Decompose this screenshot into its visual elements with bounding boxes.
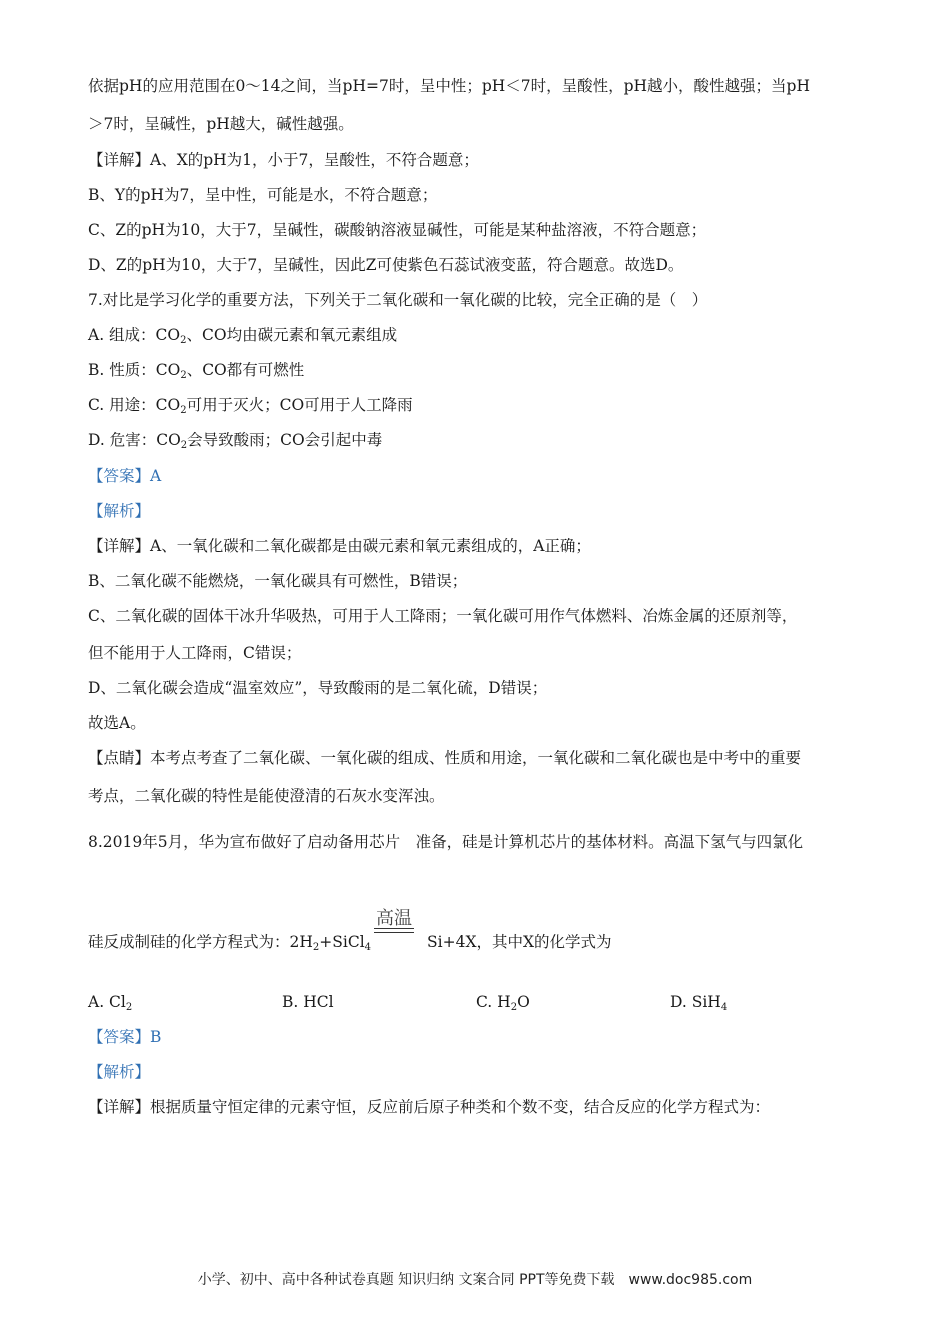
reaction-condition: 高温 — [376, 908, 412, 929]
question-7: 7.对比是学习化学的重要方法，下列关于二氧化碳和一氧化碳的比较，完全正确的是（ ） — [88, 291, 708, 309]
option-7d: D. 危害：$CO_2$会导致酸雨；CO会引起中毒 — [88, 431, 383, 451]
text-line: B、Y的pH为7，呈中性，可能是水，不符合题意； — [88, 186, 438, 204]
text-line: 但不能用于人工降雨，C错误； — [88, 644, 302, 662]
answer-7: 【答案】A — [88, 467, 162, 485]
text-line: C、二氧化碳的固体干冰升华吸热，可用于人工降雨；一氧化碳可用作气体燃料、冶炼金属的还原剂等， — [88, 607, 798, 625]
answer-8: 【答案】B — [88, 1028, 162, 1046]
text-line: C、Z的pH为10，大于7，呈碱性，碳酸钠溶液显碱性，可能是某种盐溶液，不符合题意； — [88, 221, 707, 239]
analysis-label-7: 【解析】 — [88, 502, 151, 520]
option-8d: D. SiH$_4$ — [670, 993, 728, 1013]
text-line: 【详解】根据质量守恒定律的元素守恒，反应前后原子种类和个数不变，结合反应的化学方程式为： — [88, 1098, 771, 1116]
option-7b: B. 性质：$CO_2$、CO都有可燃性 — [88, 361, 305, 381]
analysis-label-8: 【解析】 — [88, 1063, 151, 1081]
text-line: D、二氧化碳会造成“温室效应”，导致酸雨的是二氧化硫，D错误； — [88, 679, 548, 697]
text-line: 【详解】A、X的pH为1，小于7，呈酸性，不符合题意； — [88, 151, 479, 169]
text-line: 故选A。 — [88, 714, 146, 732]
text-line: D、Z的pH为10，大于7，呈碱性，因此Z可使紫色石蕊试液变蓝，符合题意。故选D。 — [88, 256, 684, 274]
text-line: 【详解】A、一氧化碳和二氧化碳都是由碳元素和氧元素组成的，A正确； — [88, 537, 591, 555]
footer-link[interactable]: 小学、初中、高中各种试卷真题 知识归纳 文案合同 PPT等免费下载 www.doc985.com — [197, 1272, 753, 1288]
text-line: 考点，二氧化碳的特性是能使澄清的石灰水变浑浊。 — [88, 787, 445, 805]
option-7a: A. 组成：$CO_2$、CO均由碳元素和氧元素组成 — [88, 326, 398, 346]
option-8a: A. $Cl_2$ — [88, 993, 133, 1013]
text-line: 【点睛】本考点考查了二氧化碳、一氧化碳的组成、性质和用途，一氧化碳和二氧化碳也是中考中的重要 — [88, 749, 802, 767]
text-line: ＞7时，呈碱性，pH越大，碱性越强。 — [88, 115, 354, 133]
question-8-equation: 硅反成制硅的化学方程式为：$2H_2+SiCl_4$ Si+4X，其中X的化学式为 — [88, 933, 612, 953]
question-8: 8.2019年5月，华为宣布做好了启动备用芯片 准备，硅是计算机芯片的基体材料。高温下氢气与四氯化 — [88, 833, 804, 851]
option-8b: B. HCl — [282, 993, 334, 1011]
option-8c: C. $H_2O$ — [476, 993, 530, 1013]
text-line: B、二氧化碳不能燃烧，一氧化碳具有可燃性，B错误； — [88, 572, 468, 590]
option-7c: C. 用途：$CO_2$可用于灭火；CO可用于人工降雨 — [88, 396, 413, 416]
text-line: 依据pH的应用范围在0～14之间，当pH=7时，呈中性；pH＜7时，呈酸性，pH越小，酸性越强；当pH — [88, 77, 810, 95]
